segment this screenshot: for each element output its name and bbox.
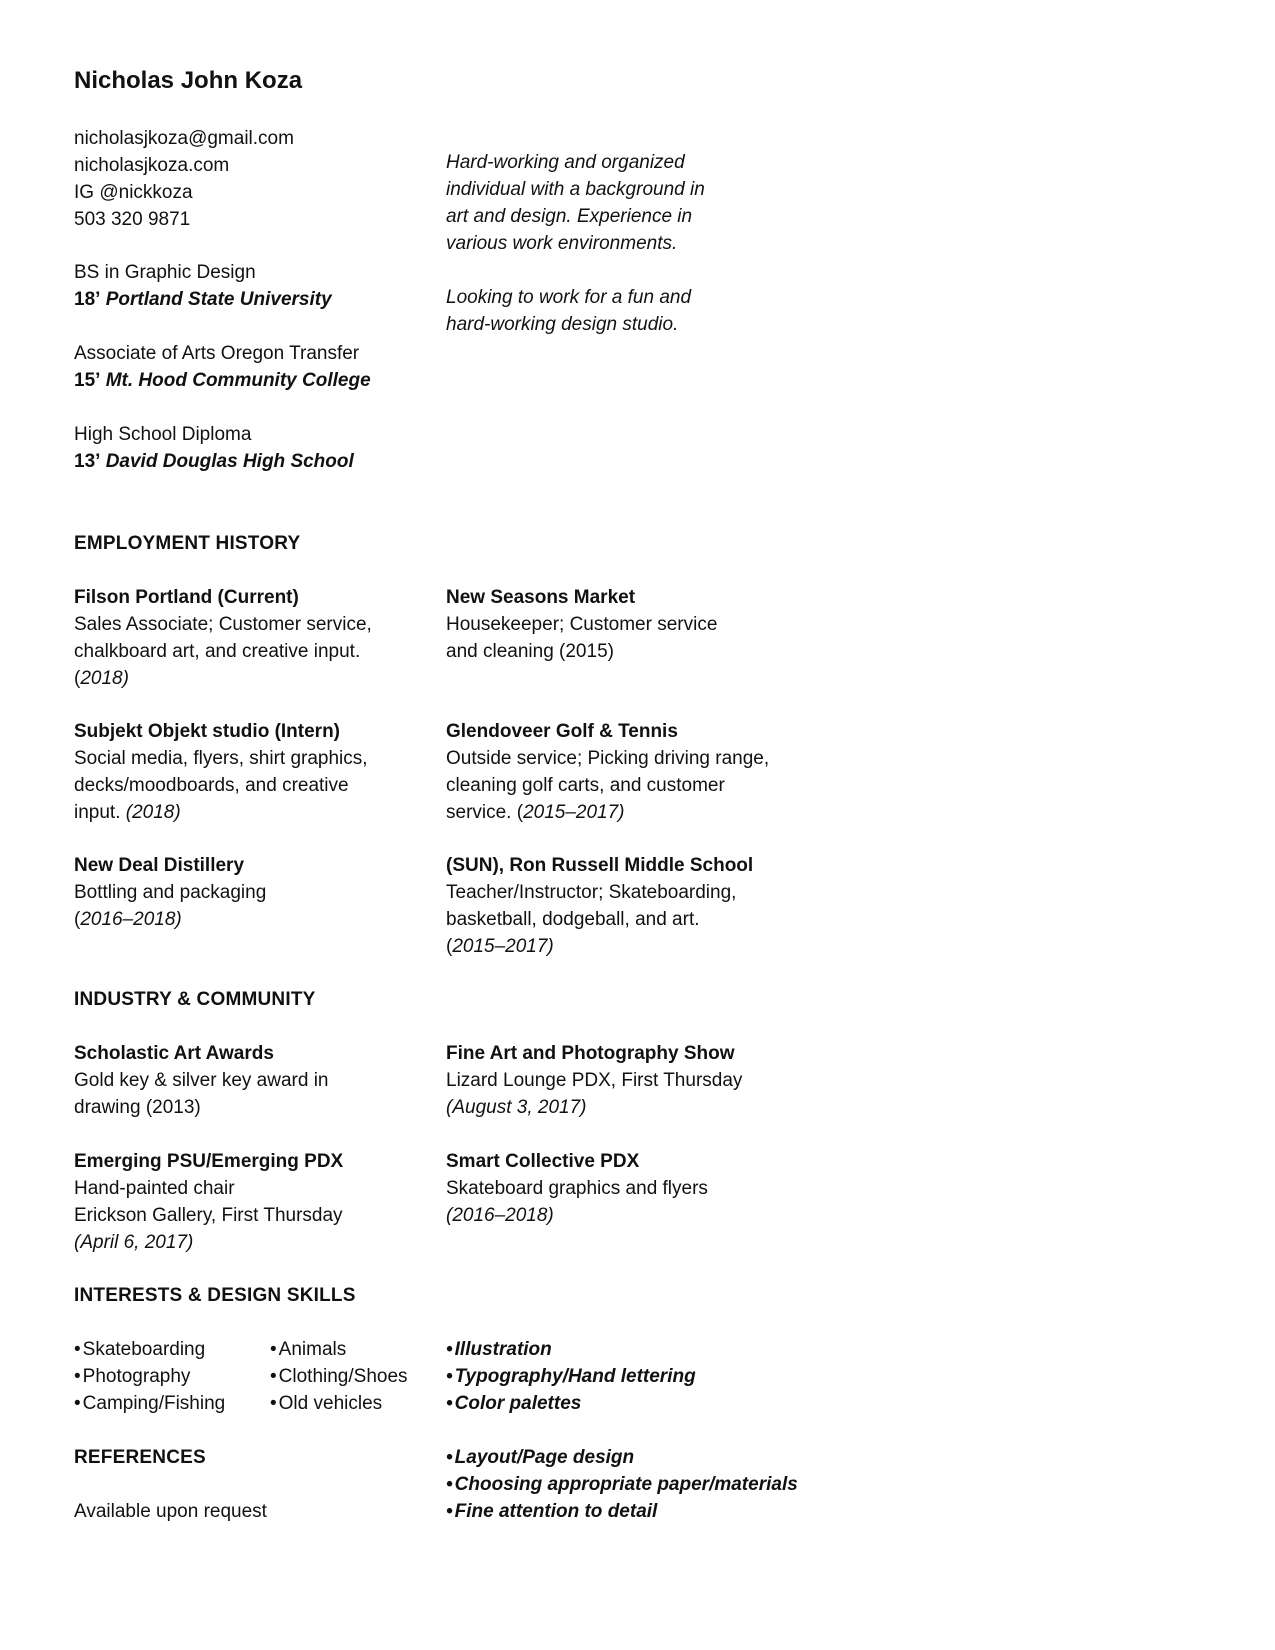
industry-date: (August 3, 2017): [446, 1097, 587, 1118]
skills-list-1: [446, 1336, 696, 1417]
job-date: 2015–2017): [452, 936, 554, 957]
skill-item: • Choosing appropriate paper/materials: [446, 1471, 798, 1498]
skill-item: • Color palettes: [446, 1390, 696, 1417]
job-title: (SUN), Ron Russell Middle School: [446, 855, 754, 876]
industry-entry: [74, 1040, 329, 1121]
job-entry: [446, 852, 753, 960]
interest-item: • Animals: [270, 1336, 408, 1363]
job-description: Social media, flyers, shirt graphics,: [74, 748, 368, 769]
summary-paragraph-2: [446, 284, 691, 338]
skills-list-2: [446, 1444, 798, 1525]
interest-item: • Photography: [74, 1363, 225, 1390]
job-description: Housekeeper; Customer service: [446, 614, 718, 635]
job-description: chalkboard art, and creative input.: [74, 641, 361, 662]
job-date: 2015–2017): [523, 802, 625, 823]
job-description: basketball, dodgeball, and art.: [446, 909, 700, 930]
job-description: Bottling and packaging: [74, 882, 267, 903]
skill-item: • Layout/Page design: [446, 1444, 798, 1471]
summary-line: art and design. Experience in: [446, 206, 693, 227]
job-date-prefix: (: [74, 909, 81, 930]
education-school: David Douglas High School: [105, 451, 354, 472]
industry-title: Smart Collective PDX: [446, 1151, 640, 1172]
job-description: Outside service; Picking driving range,: [446, 748, 770, 769]
job-entry: [446, 584, 717, 665]
industry-title: Fine Art and Photography Show: [446, 1043, 735, 1064]
industry-description: Erickson Gallery, First Thursday: [74, 1205, 343, 1226]
job-entry: [74, 584, 372, 692]
job-title: Glendoveer Golf & Tennis: [446, 721, 678, 742]
education-year: 18’: [74, 289, 101, 310]
interest-item: • Clothing/Shoes: [270, 1363, 408, 1390]
interests-list-2: [270, 1336, 408, 1417]
industry-description: Hand-painted chair: [74, 1178, 235, 1199]
contact-block: [74, 125, 294, 233]
contact-instagram: IG @nickkoza: [74, 182, 193, 203]
job-date: (2018): [125, 802, 181, 823]
job-title: New Deal Distillery: [74, 855, 245, 876]
industry-description: Gold key & silver key award in: [74, 1070, 329, 1091]
job-description: decks/moodboards, and creative: [74, 775, 349, 796]
job-date-prefix: (: [446, 936, 453, 957]
industry-title: Scholastic Art Awards: [74, 1043, 274, 1064]
industry-entry: [446, 1040, 742, 1121]
industry-entry: [74, 1148, 343, 1256]
skill-item: • Typography/Hand lettering: [446, 1363, 696, 1390]
employment-heading: EMPLOYMENT HISTORY: [74, 533, 301, 554]
interests-heading: INTERESTS & DESIGN SKILLS: [74, 1285, 356, 1306]
education-degree: BS in Graphic Design: [74, 262, 256, 283]
job-date: 2016–2018): [80, 909, 182, 930]
references-heading: REFERENCES: [74, 1447, 206, 1468]
job-date-prefix: (: [74, 668, 81, 689]
interest-item: • Camping/Fishing: [74, 1390, 225, 1417]
education-year: 13’: [74, 451, 101, 472]
job-date: 2018): [80, 668, 129, 689]
education-degree: Associate of Arts Oregon Transfer: [74, 343, 360, 364]
education-school: Mt. Hood Community College: [105, 370, 371, 391]
contact-website: nicholasjkoza.com: [74, 155, 230, 176]
education-year: 15’: [74, 370, 101, 391]
industry-date: (April 6, 2017): [74, 1232, 194, 1253]
education-school: Portland State University: [105, 289, 332, 310]
summary-line: Hard-working and organized: [446, 152, 685, 173]
summary-line: individual with a background in: [446, 179, 705, 200]
skill-item: • Illustration: [446, 1336, 696, 1363]
job-entry: [74, 852, 266, 933]
industry-description: Skateboard graphics and flyers: [446, 1178, 708, 1199]
interest-item: • Old vehicles: [270, 1390, 408, 1417]
skill-item: • Fine attention to detail: [446, 1498, 798, 1525]
interests-list-1: [74, 1336, 225, 1417]
industry-description: Lizard Lounge PDX, First Thursday: [446, 1070, 743, 1091]
industry-heading: INDUSTRY & COMMUNITY: [74, 989, 316, 1010]
summary-line: Looking to work for a fun and: [446, 287, 692, 308]
job-title: Filson Portland (Current): [74, 587, 299, 608]
job-description: and cleaning (2015): [446, 641, 614, 662]
job-description: Teacher/Instructor; Skateboarding,: [446, 882, 737, 903]
contact-email: nicholasjkoza@gmail.com: [74, 128, 294, 149]
interest-item: • Skateboarding: [74, 1336, 225, 1363]
industry-date: (2016–2018): [446, 1205, 554, 1226]
job-title: New Seasons Market: [446, 587, 636, 608]
education-entry: [74, 421, 354, 475]
education-entry: [74, 340, 371, 394]
job-date-prefix: service. (: [446, 802, 524, 823]
job-title: Subjekt Objekt studio (Intern): [74, 721, 341, 742]
job-description: Sales Associate; Customer service,: [74, 614, 372, 635]
job-date-prefix: input.: [74, 802, 126, 823]
references-text: Available upon request: [74, 1501, 267, 1522]
industry-entry: [446, 1148, 708, 1229]
job-entry: [446, 718, 769, 826]
resume-name: Nicholas John Koza: [74, 67, 303, 94]
summary-paragraph-1: [446, 149, 705, 257]
education-degree: High School Diploma: [74, 424, 252, 445]
industry-title: Emerging PSU/Emerging PDX: [74, 1151, 344, 1172]
summary-line: various work environments.: [446, 233, 678, 254]
job-entry: [74, 718, 368, 826]
education-entry: [74, 259, 332, 313]
job-description: cleaning golf carts, and customer: [446, 775, 725, 796]
summary-line: hard-working design studio.: [446, 314, 679, 335]
contact-phone: 503 320 9871: [74, 209, 191, 230]
industry-description: drawing (2013): [74, 1097, 201, 1118]
